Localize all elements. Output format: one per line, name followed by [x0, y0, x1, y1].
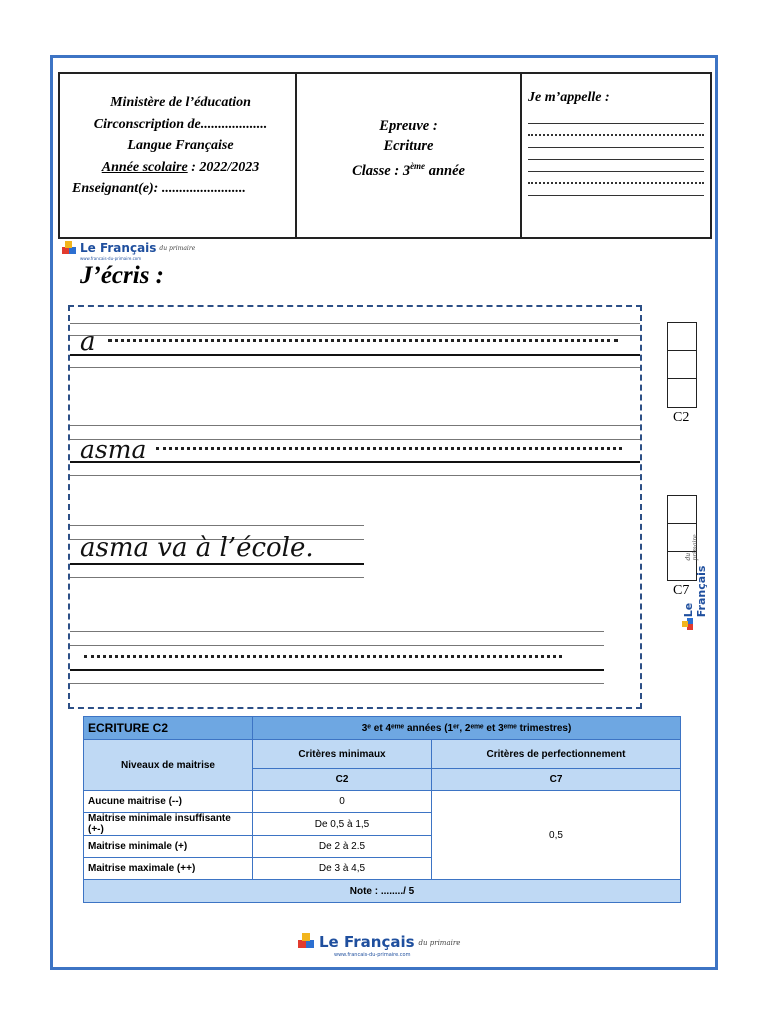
level-row: Maitrise minimale insuffisante (+-)	[84, 813, 253, 836]
grid-title: ECRITURE C2	[84, 717, 253, 740]
score-label-c7: C7	[673, 583, 690, 598]
school-info	[60, 74, 297, 237]
district-label: Circonscription de...................	[93, 116, 268, 132]
base-line	[70, 563, 364, 565]
col-levels: Niveaux de maitrise	[84, 740, 253, 791]
guide-line	[70, 335, 640, 336]
model-word-2: asma	[80, 435, 147, 464]
logo-tagline: du primaire	[159, 245, 196, 252]
score-box-c2[interactable]	[667, 322, 697, 408]
name-line[interactable]	[528, 148, 704, 160]
logo-url: www.francais-du-primaire.com	[334, 952, 411, 958]
guide-line	[70, 439, 640, 440]
sub-perfection: C7	[432, 769, 681, 791]
name-dotline[interactable]	[528, 172, 704, 184]
writing-dots[interactable]	[108, 339, 618, 342]
min-value: De 0,5 à 1,5	[253, 813, 432, 836]
evaluation-grid	[83, 716, 681, 903]
model-sentence: asma va à l’école.	[80, 533, 314, 563]
writing-area[interactable]	[68, 305, 642, 709]
score-label-c2: C2	[673, 410, 690, 425]
note-field[interactable]: Note : ......../ 5	[84, 880, 681, 903]
school-year-label: Année scolaire	[101, 159, 188, 175]
guide-line	[70, 683, 604, 684]
name-line[interactable]	[528, 136, 704, 148]
class-label	[297, 156, 520, 181]
subject-label: Langue Française	[127, 138, 234, 153]
guide-line	[70, 645, 604, 646]
min-value: De 3 à 4,5	[253, 858, 432, 880]
brand-logo-footer	[298, 933, 461, 958]
writing-dots[interactable]	[156, 447, 622, 450]
base-line	[70, 461, 640, 463]
model-word-1: a	[80, 327, 96, 357]
name-line[interactable]	[528, 112, 704, 124]
name-label: Je m’appelle :	[528, 90, 610, 105]
logo-tagline: du primaire	[685, 534, 699, 561]
bricks-icon	[62, 241, 78, 255]
base-line	[70, 354, 640, 356]
guide-line	[70, 425, 640, 426]
header-box	[58, 72, 712, 239]
exam-info	[297, 74, 522, 237]
grid-period: 3ᵉ et 4ᵉᵐᵉ années (1ᵉʳ, 2ᵉᵐᵉ et 3ᵉᵐᵉ trimestres)	[253, 717, 681, 740]
guide-line	[70, 525, 364, 526]
class-suffix: année	[425, 162, 465, 179]
min-value: 0	[253, 791, 432, 813]
perf-value: 0,5	[432, 791, 681, 880]
class-prefix: Classe : 3	[352, 162, 411, 179]
guide-line	[70, 577, 364, 578]
exam-label: Epreuve :	[379, 118, 438, 134]
guide-line	[70, 631, 604, 632]
guide-line	[70, 475, 640, 476]
logo-name: Le Français	[319, 933, 415, 951]
min-value: De 2 à 2.5	[253, 836, 432, 858]
class-sup: ème	[410, 161, 426, 171]
name-lines[interactable]	[528, 112, 704, 196]
student-name-box	[522, 74, 710, 237]
logo-url: www.francais-du-primaire.com	[80, 256, 142, 261]
bricks-icon	[298, 933, 316, 949]
level-row: Aucune maitrise (--)	[84, 791, 253, 813]
sub-minimal: C2	[253, 769, 432, 791]
exam-value: Ecriture	[383, 138, 434, 154]
logo-name: Le Français	[80, 241, 157, 255]
guide-line	[70, 323, 640, 324]
level-row: Maitrise minimale (+)	[84, 836, 253, 858]
school-year	[72, 157, 289, 179]
exercise-title: J’écris :	[80, 262, 164, 289]
ministry-label: Ministère de l’éducation	[110, 95, 251, 110]
col-minimal: Critères minimaux	[253, 740, 432, 769]
base-line	[70, 669, 604, 671]
guide-line	[70, 367, 640, 368]
teacher-label: Enseignant(e): ........................	[72, 181, 246, 196]
brand-logo-vertical	[682, 533, 708, 630]
level-row: Maitrise maximale (++)	[84, 858, 253, 880]
name-dotline[interactable]	[528, 124, 704, 136]
school-year-value: : 2022/2023	[187, 159, 260, 175]
logo-name: Le Français	[682, 565, 708, 618]
name-line[interactable]	[528, 184, 704, 196]
logo-tagline: du primaire	[418, 939, 461, 947]
bricks-icon	[682, 619, 694, 630]
brand-logo	[62, 241, 196, 261]
col-perfection: Critères de perfectionnement	[432, 740, 681, 769]
name-line[interactable]	[528, 160, 704, 172]
writing-dots[interactable]	[84, 655, 562, 658]
